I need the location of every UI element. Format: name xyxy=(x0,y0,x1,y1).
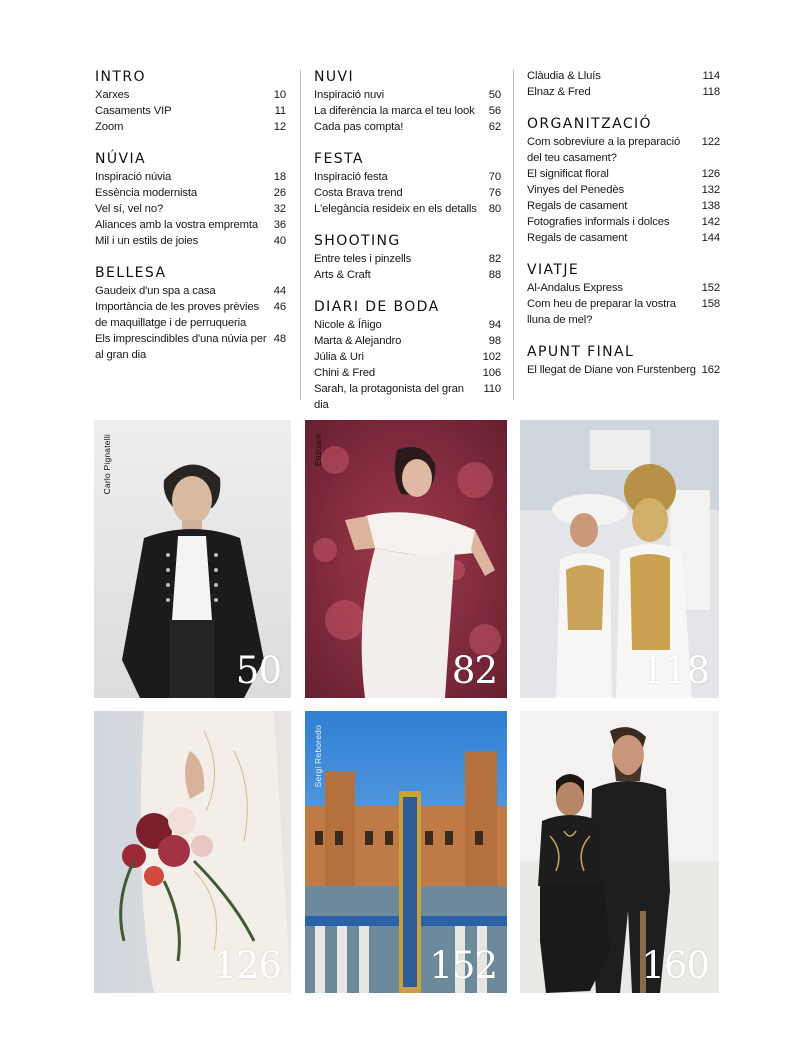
toc-entry[interactable] xyxy=(314,267,501,283)
photo-couple-gold[interactable] xyxy=(520,420,719,698)
photo-groom[interactable] xyxy=(94,420,291,698)
toc-entry-title: Vinyes del Penedès xyxy=(527,184,624,196)
toc-entry-page: 82 xyxy=(488,253,501,265)
toc-entry-page: 126 xyxy=(701,168,720,180)
toc-entry-page: 44 xyxy=(273,285,286,297)
toc-entry-title: Xarxes xyxy=(95,89,130,101)
toc-entry[interactable] xyxy=(95,185,286,201)
toc-section xyxy=(527,261,720,328)
photo-credit: Sergi Reboredo xyxy=(313,725,323,788)
toc-entry[interactable] xyxy=(314,87,501,103)
toc-entry-page: 18 xyxy=(273,171,286,183)
toc-section xyxy=(314,232,501,283)
toc-entry-title: Els imprescindibles d'una núvia per al gran dia xyxy=(95,333,267,361)
section-title: NUVI xyxy=(314,69,355,85)
toc-entry-page: 142 xyxy=(701,216,720,228)
toc-entry-title: Elnaz & Fred xyxy=(527,86,591,98)
toc-entry[interactable] xyxy=(314,333,501,349)
toc-entry-page: 62 xyxy=(488,121,501,133)
toc-entry-page: 11 xyxy=(274,105,286,117)
toc-entry-page: 70 xyxy=(488,171,501,183)
toc-entry[interactable] xyxy=(95,233,286,249)
section-title: NÚVIA xyxy=(95,151,147,167)
photo-page-number: 118 xyxy=(641,649,709,692)
toc-entry-title: El significat floral xyxy=(527,168,609,180)
toc-entry-title: Regals de casament xyxy=(527,200,628,212)
toc-entry-title: Júlia & Uri xyxy=(314,351,364,363)
toc-entry-page: 76 xyxy=(488,187,501,199)
photo-page-number: 82 xyxy=(451,649,497,692)
toc-entry-page: 46 xyxy=(273,301,286,313)
toc-entry-page: 158 xyxy=(701,298,720,310)
toc-entry-page: 88 xyxy=(488,269,501,281)
section-title: FESTA xyxy=(314,151,364,167)
toc-entry-title: Clàudia & Lluís xyxy=(527,70,601,82)
toc-entry-page: 102 xyxy=(482,351,501,363)
toc-entry[interactable] xyxy=(527,134,720,166)
toc-entry[interactable] xyxy=(527,296,720,328)
toc-entry[interactable] xyxy=(95,119,286,135)
toc-entry-page: 32 xyxy=(273,203,286,215)
toc-entry-title: Cada pas compta! xyxy=(314,121,404,133)
toc-entry-title: Sarah, la protagonista del gran dia xyxy=(314,383,464,411)
toc-entry[interactable] xyxy=(527,166,720,182)
toc-entry[interactable] xyxy=(527,198,720,214)
toc-entry-page: 110 xyxy=(483,383,501,395)
toc-section xyxy=(314,68,501,135)
toc-entry-page: 80 xyxy=(488,203,501,215)
toc-entry[interactable] xyxy=(527,230,720,246)
toc-entry[interactable] xyxy=(314,103,501,119)
photo-page-number: 152 xyxy=(429,944,497,987)
toc-entry[interactable] xyxy=(95,299,286,331)
section-title: ORGANITZACIÓ xyxy=(527,116,652,132)
toc-entry-title: L'elegància resideix en els detalls xyxy=(314,203,477,215)
toc-entry-page: 36 xyxy=(273,219,286,231)
toc-entry-title: Com heu de preparar la vostra lluna de mel? xyxy=(527,298,676,326)
section-title: APUNT FINAL xyxy=(527,344,635,360)
photo-page-number: 160 xyxy=(641,944,709,987)
toc-entry[interactable] xyxy=(527,280,720,296)
toc-section xyxy=(95,150,286,249)
toc-entry-page: 40 xyxy=(273,235,286,247)
toc-entry-page: 118 xyxy=(702,86,720,98)
toc-entry[interactable] xyxy=(527,182,720,198)
photo-mother-son[interactable] xyxy=(520,711,719,993)
toc-entry-title: Vel sí, vel no? xyxy=(95,203,164,215)
toc-entry-page: 12 xyxy=(273,121,286,133)
toc-entry-page: 98 xyxy=(488,335,501,347)
toc-entry[interactable] xyxy=(527,68,720,84)
toc-section xyxy=(95,68,286,135)
toc-entry-title: Com sobreviure a la preparació del teu casament? xyxy=(527,136,681,164)
toc-entry-page: 50 xyxy=(488,89,501,101)
toc-entry[interactable] xyxy=(95,201,286,217)
toc-entry[interactable] xyxy=(314,349,501,365)
toc-entry-title: Zoom xyxy=(95,121,124,133)
photo-plaza-espana[interactable] xyxy=(305,711,507,993)
toc-section xyxy=(314,298,501,413)
toc-entry-title: Casaments VIP xyxy=(95,105,172,117)
toc-entry[interactable] xyxy=(95,283,286,299)
toc-entry-page: 94 xyxy=(488,319,501,331)
photo-credit: Enzoani xyxy=(313,434,323,467)
toc-entry-title: Inspiració festa xyxy=(314,171,388,183)
section-title: SHOOTING xyxy=(314,233,401,249)
toc-entry-page: 56 xyxy=(488,105,501,117)
column-divider xyxy=(300,70,301,400)
photo-page-number: 50 xyxy=(235,649,281,692)
toc-entry[interactable] xyxy=(95,87,286,103)
toc-section xyxy=(314,150,501,217)
section-title: VIATJE xyxy=(527,262,580,278)
toc-section xyxy=(527,115,720,246)
toc-entry[interactable] xyxy=(314,251,501,267)
toc-entry[interactable] xyxy=(314,317,501,333)
toc-entry[interactable] xyxy=(527,362,720,378)
toc-entry[interactable] xyxy=(314,119,501,135)
toc-entry-page: 26 xyxy=(273,187,286,199)
toc-entry-title: Al-Andalus Express xyxy=(527,282,623,294)
toc-entry-title: Chini & Fred xyxy=(314,367,375,379)
toc-entry[interactable] xyxy=(314,365,501,381)
photo-bouquet[interactable] xyxy=(94,711,291,993)
toc-entry-page: 132 xyxy=(701,184,720,196)
toc-entry-title: Arts & Craft xyxy=(314,269,371,281)
toc-entry-title: Inspiració núvia xyxy=(95,171,172,183)
toc-column-1 xyxy=(95,68,286,378)
toc-entry-title: Inspiració nuvi xyxy=(314,89,384,101)
section-title: INTRO xyxy=(95,69,146,85)
toc-entry-title: Importància de les proves prèvies de maquillatge i de perruqueria xyxy=(95,301,259,329)
toc-entry[interactable] xyxy=(95,331,286,363)
toc-entry-title: Entre teles i pinzells xyxy=(314,253,412,265)
toc-entry-title: Nicole & Íñigo xyxy=(314,319,382,331)
photo-page-number: 126 xyxy=(213,944,281,987)
toc-entry[interactable] xyxy=(95,103,286,119)
toc-entry-title: Fotografies informals i dolces xyxy=(527,216,670,228)
toc-entry-page: 106 xyxy=(482,367,501,379)
toc-entry-title: Gaudeix d'un spa a casa xyxy=(95,285,216,297)
toc-entry[interactable] xyxy=(527,214,720,230)
toc-entry[interactable] xyxy=(95,169,286,185)
toc-section xyxy=(527,343,720,378)
toc-entry-page: 138 xyxy=(701,200,720,212)
toc-entry-title: Mil i un estils de joies xyxy=(95,235,199,247)
toc-entry[interactable] xyxy=(314,169,501,185)
toc-column-3 xyxy=(527,68,720,393)
toc-entry[interactable] xyxy=(314,381,501,413)
toc-entry[interactable] xyxy=(527,84,720,100)
toc-entry-page: 122 xyxy=(701,136,720,148)
toc-entry-title: Marta & Alejandro xyxy=(314,335,402,347)
toc-entry-title: El llegat de Diane von Furstenberg xyxy=(527,364,696,376)
toc-entry-title: La diferència la marca el teu look xyxy=(314,105,475,117)
toc-entry-page: 114 xyxy=(702,70,720,82)
toc-column-2 xyxy=(314,68,501,428)
toc-entry-title: Aliances amb la vostra empremta xyxy=(95,219,258,231)
toc-entry-page: 152 xyxy=(701,282,720,294)
toc-entry-title: Regals de casament xyxy=(527,232,628,244)
photo-credit: Carlo Pignatelli xyxy=(102,434,112,495)
toc-entry-page: 144 xyxy=(701,232,720,244)
section-title: DIARI DE BODA xyxy=(314,299,440,315)
toc-entry-title: Essència modernista xyxy=(95,187,198,199)
toc-section xyxy=(95,264,286,363)
toc-entry-title: Costa Brava trend xyxy=(314,187,403,199)
photo-bride-flowers[interactable] xyxy=(305,420,507,698)
toc-entry-page: 48 xyxy=(273,333,286,345)
toc-section xyxy=(527,68,720,100)
toc-entry[interactable] xyxy=(95,217,286,233)
toc-entry[interactable] xyxy=(314,185,501,201)
toc-entry-page: 162 xyxy=(701,364,720,376)
column-divider xyxy=(513,70,514,400)
toc-entry[interactable] xyxy=(314,201,501,217)
section-title: BELLESA xyxy=(95,265,167,281)
toc-entry-page: 10 xyxy=(273,89,286,101)
